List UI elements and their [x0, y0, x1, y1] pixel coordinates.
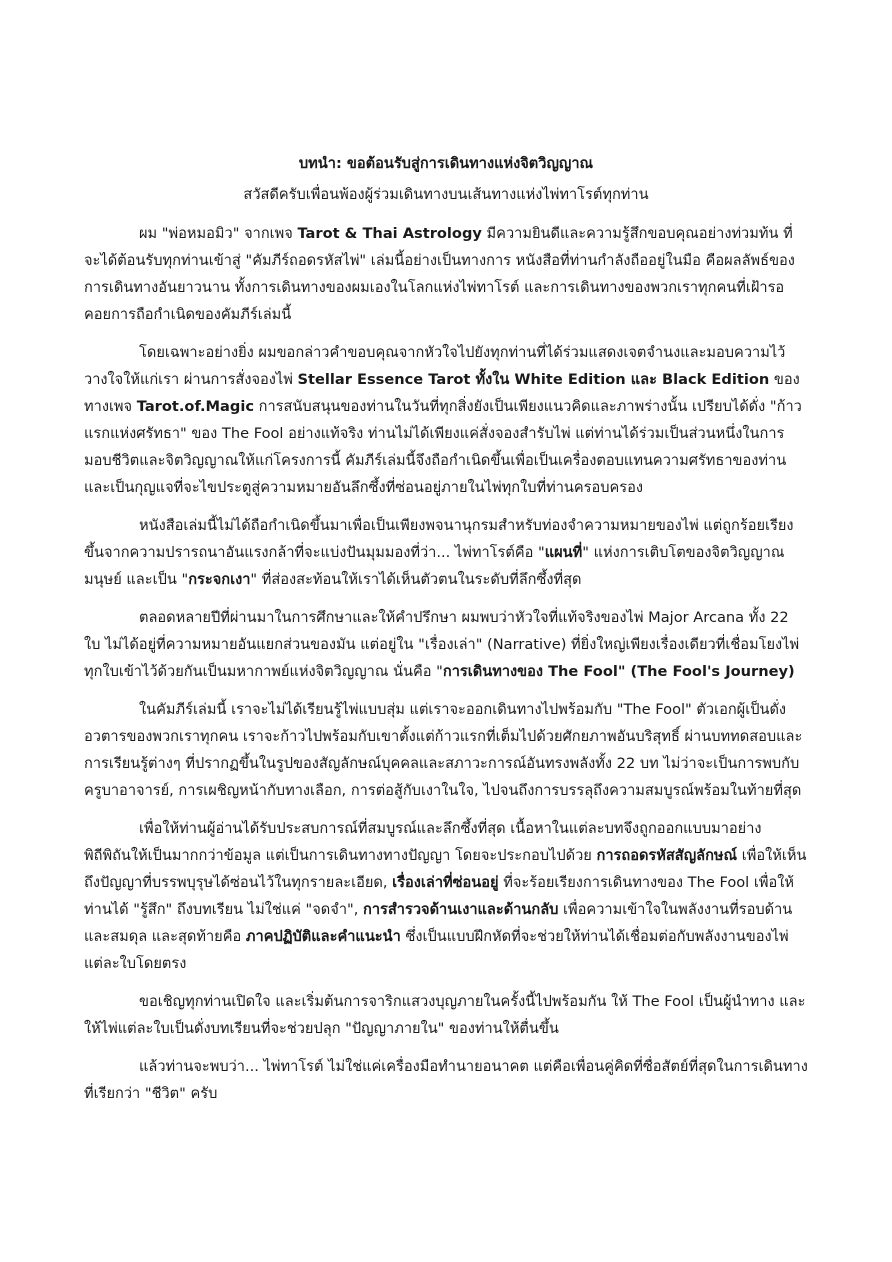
text-run: มีความยินดีและความรู้สึกขอบคุณอย่างท่วมท้น ที่จะได้ต้อนรับทุกท่านเข้าสู่ "คัมภีร์ถอดรหัสไพ่" เล่มนี้อย่างเป็นทางการ หนังสือที่ท่านกำลังถืออยู่ในมือ คือผลลัพธ์ของการเดินทางอันยาวนาน ทั้งการเดินทางของผมเองในโลกแห่งไพ่ทาโรต์ และการเดินทางของพวกเราทุกคนที่เฝ้ารอคอยการถือกำเนิดของคัมภีร์เล่มนี้: [84, 225, 795, 323]
text-run: การสนับสนุนของท่านในวันที่ทุกสิ่งยังเป็นเพียงแนวคิดและภาพร่างนั้น เปรียบได้ดั่ง "ก้าวแรกแห่งศรัทธา" ของ The Fool อย่างแท้จริง ท่านไม่ได้เพียงแค่สั่งจองสำรับไพ่ แต่ท่านได้ร่วมเป็นส่วนหนึ่งในการมอบชีวิตและจิตวิญญาณให้แก่โครงการนี้ คัมภีร์เล่มนี้จึงถือกำเนิดขึ้นเพื่อเป็นเครื่องตอบแทนความศรัทธาของท่าน และเป็นกุญแจที่จะไขประตูสู่ความหมายอันลึกซึ้งที่ซ่อนอยู่ภายในไพ่ทุกใบที่ท่านครอบครอง: [84, 398, 802, 496]
text-run: ที่จะร้อยเรียงการเดินทางของ The Fool เพื่อให้ท่านได้ "รู้สึก" ถึงบทเรียน ไม่ใช่แค่ "จดจำ",: [84, 874, 794, 918]
text-run: เพื่อความเข้าใจในพลังงานที่รอบด้านและสมดุล และสุดท้ายคือ: [84, 901, 793, 945]
text-run: ของทางเพจ: [84, 371, 800, 415]
body-paragraph: [84, 988, 808, 1042]
text-run: ในคัมภีร์เล่มนี้ เราจะไม่ได้เรียนรู้ไพ่แบบสุ่ม แต่เราจะออกเดินทางไปพร้อมกับ "The Fool" ตัวเอกผู้เป็นดั่งอวตารของพวกเราทุกคน เราจะก้าวไปพร้อมกับเขาตั้งแต่ก้าวแรกที่เต็มไปด้วยศักยภาพอันบริสุทธิ์ ผ่านบททดสอบและการเรียนรู้ต่างๆ ที่ปรากฏขึ้นในรูปของสัญลักษณ์บุคคลและสภาวะการณ์อันทรงพลังทั้ง 22 บท ไม่ว่าจะเป็นการพบกับครูบาอาจารย์, การเผชิญหน้ากับทางเลือก, การต่อสู้กับเงาในใจ, ไปจนถึงการบรรลุถึงความสมบูรณ์พร้อมในท้ายที่สุด: [84, 701, 803, 799]
text-run: " ที่ส่องสะท้อนให้เราได้เห็นตัวตนในระดับที่ลึกซึ้งที่สุด: [250, 571, 582, 588]
bold-text-run: แผนที่: [544, 544, 583, 561]
document-body: [84, 220, 808, 1107]
document-title: บทนำ: ขอต้อนรับสู่การเดินทางแห่งจิตวิญญาณ: [298, 155, 594, 172]
body-paragraph: [84, 604, 808, 685]
text-run: เพื่อให้เห็นถึงปัญญาที่บรรพบุรุษได้ซ่อนไว้ในทุกรายละเอียด,: [84, 847, 807, 891]
bold-text-run: ภาคปฏิบัติและคำแนะนำ: [245, 928, 401, 945]
text-run: แล้วท่านจะพบว่า... ไพ่ทาโรต์ ไม่ใช่แค่เครื่องมือทำนายอนาคต แต่คือเพื่อนคู่คิดที่ซื่อสัตย์ที่สุดในการเดินทางที่เรียกว่า "ชีวิต" ครับ: [84, 1058, 808, 1102]
bold-text-run: Tarot.of.Magic: [136, 398, 255, 415]
text-run: เพื่อให้ท่านผู้อ่านได้รับประสบการณ์ที่สมบูรณ์และลึกซึ้งที่สุด เนื้อหาในแต่ละบทจึงถูกออกแบบมาอย่างพิถีพิถันให้เป็นมากกว่าข้อมูล แต่เป็นการเดินทางทางปัญญา โดยจะประกอบไปด้วย: [84, 820, 762, 864]
bold-text-run: กระจกเงา: [188, 571, 251, 588]
bold-text-run: การเดินทางของ The Fool" (The Fool's Journey): [442, 663, 795, 680]
text-run: โดยเฉพาะอย่างยิ่ง ผมขอกล่าวคำขอบคุณจากหัวใจไปยังทุกท่านที่ได้ร่วมแสดงเจตจำนงและมอบความไว้วางใจให้แก่เรา ผ่านการสั่งจองไพ่: [84, 344, 786, 388]
document-subtitle: สวัสดีครับเพื่อนพ้องผู้ร่วมเดินทางบนเส้นทางแห่งไพ่ทาโรต์ทุกท่าน: [243, 186, 649, 203]
text-run: " แห่งการเติบโตของจิตวิญญาณมนุษย์ และเป็น ": [84, 544, 785, 588]
text-run: ตลอดหลายปีที่ผ่านมาในการศึกษาและให้คำปรึกษา ผมพบว่าหัวใจที่แท้จริงของไพ่ Major Arcana ทั้ง 22 ใบ ไม่ได้อยู่ที่ความหมายอันแยกส่วนของมัน แต่อยู่ใน "เรื่องเล่า" (Narrative) ที่ยิ่งใหญ่เพียงเรื่องเดียวที่เชื่อมโยงไพ่ทุกใบเข้าไว้ด้วยกันเป็นมหากาพย์แห่งจิตวิญญาณ นั่นคือ ": [84, 609, 800, 680]
bold-text-run: Tarot & Thai Astrology: [297, 225, 482, 242]
text-run: ขอเชิญทุกท่านเปิดใจ และเริ่มต้นการจาริกแสวงบุญภายในครั้งนี้ไปพร้อมกัน ให้ The Fool เป็นผู้นำทาง และให้ไพ่แต่ละใบเป็นดั่งบทเรียนที่จะช่วยปลุก "ปัญญาภายใน" ของท่านให้ตื่นขึ้น: [84, 993, 806, 1037]
body-paragraph: [84, 512, 808, 593]
bold-text-run: การถอดรหัสสัญลักษณ์: [596, 847, 738, 864]
bold-text-run: Stellar Essence Tarot ทั้งใน White Edition และ Black Edition: [297, 371, 770, 388]
text-run: ซึ่งเป็นแบบฝึกหัดที่จะช่วยให้ท่านได้เชื่อมต่อกับพลังงานของไพ่แต่ละใบโดยตรง: [84, 928, 789, 972]
text-run: หนังสือเล่มนี้ไม่ได้ถือกำเนิดขึ้นมาเพื่อเป็นเพียงพจนานุกรมสำหรับท่องจำความหมายของไพ่ แต่ถูกร้อยเรียงขึ้นจากความปรารถนาอันแรงกล้าที่จะแบ่งปันมุมมองที่ว่า... ไพ่ทาโรต์คือ ": [84, 517, 794, 561]
body-paragraph: [84, 696, 808, 804]
bold-text-run: การสำรวจด้านเงาและด้านกลับ: [363, 901, 559, 918]
body-paragraph: [84, 1053, 808, 1107]
body-paragraph: [84, 339, 808, 501]
body-paragraph: [84, 815, 808, 977]
text-run: ผม "พ่อหมอมิว" จากเพจ: [139, 225, 298, 242]
body-paragraph: [84, 220, 808, 328]
bold-text-run: เรื่องเล่าที่ซ่อนอยู่: [392, 874, 499, 891]
